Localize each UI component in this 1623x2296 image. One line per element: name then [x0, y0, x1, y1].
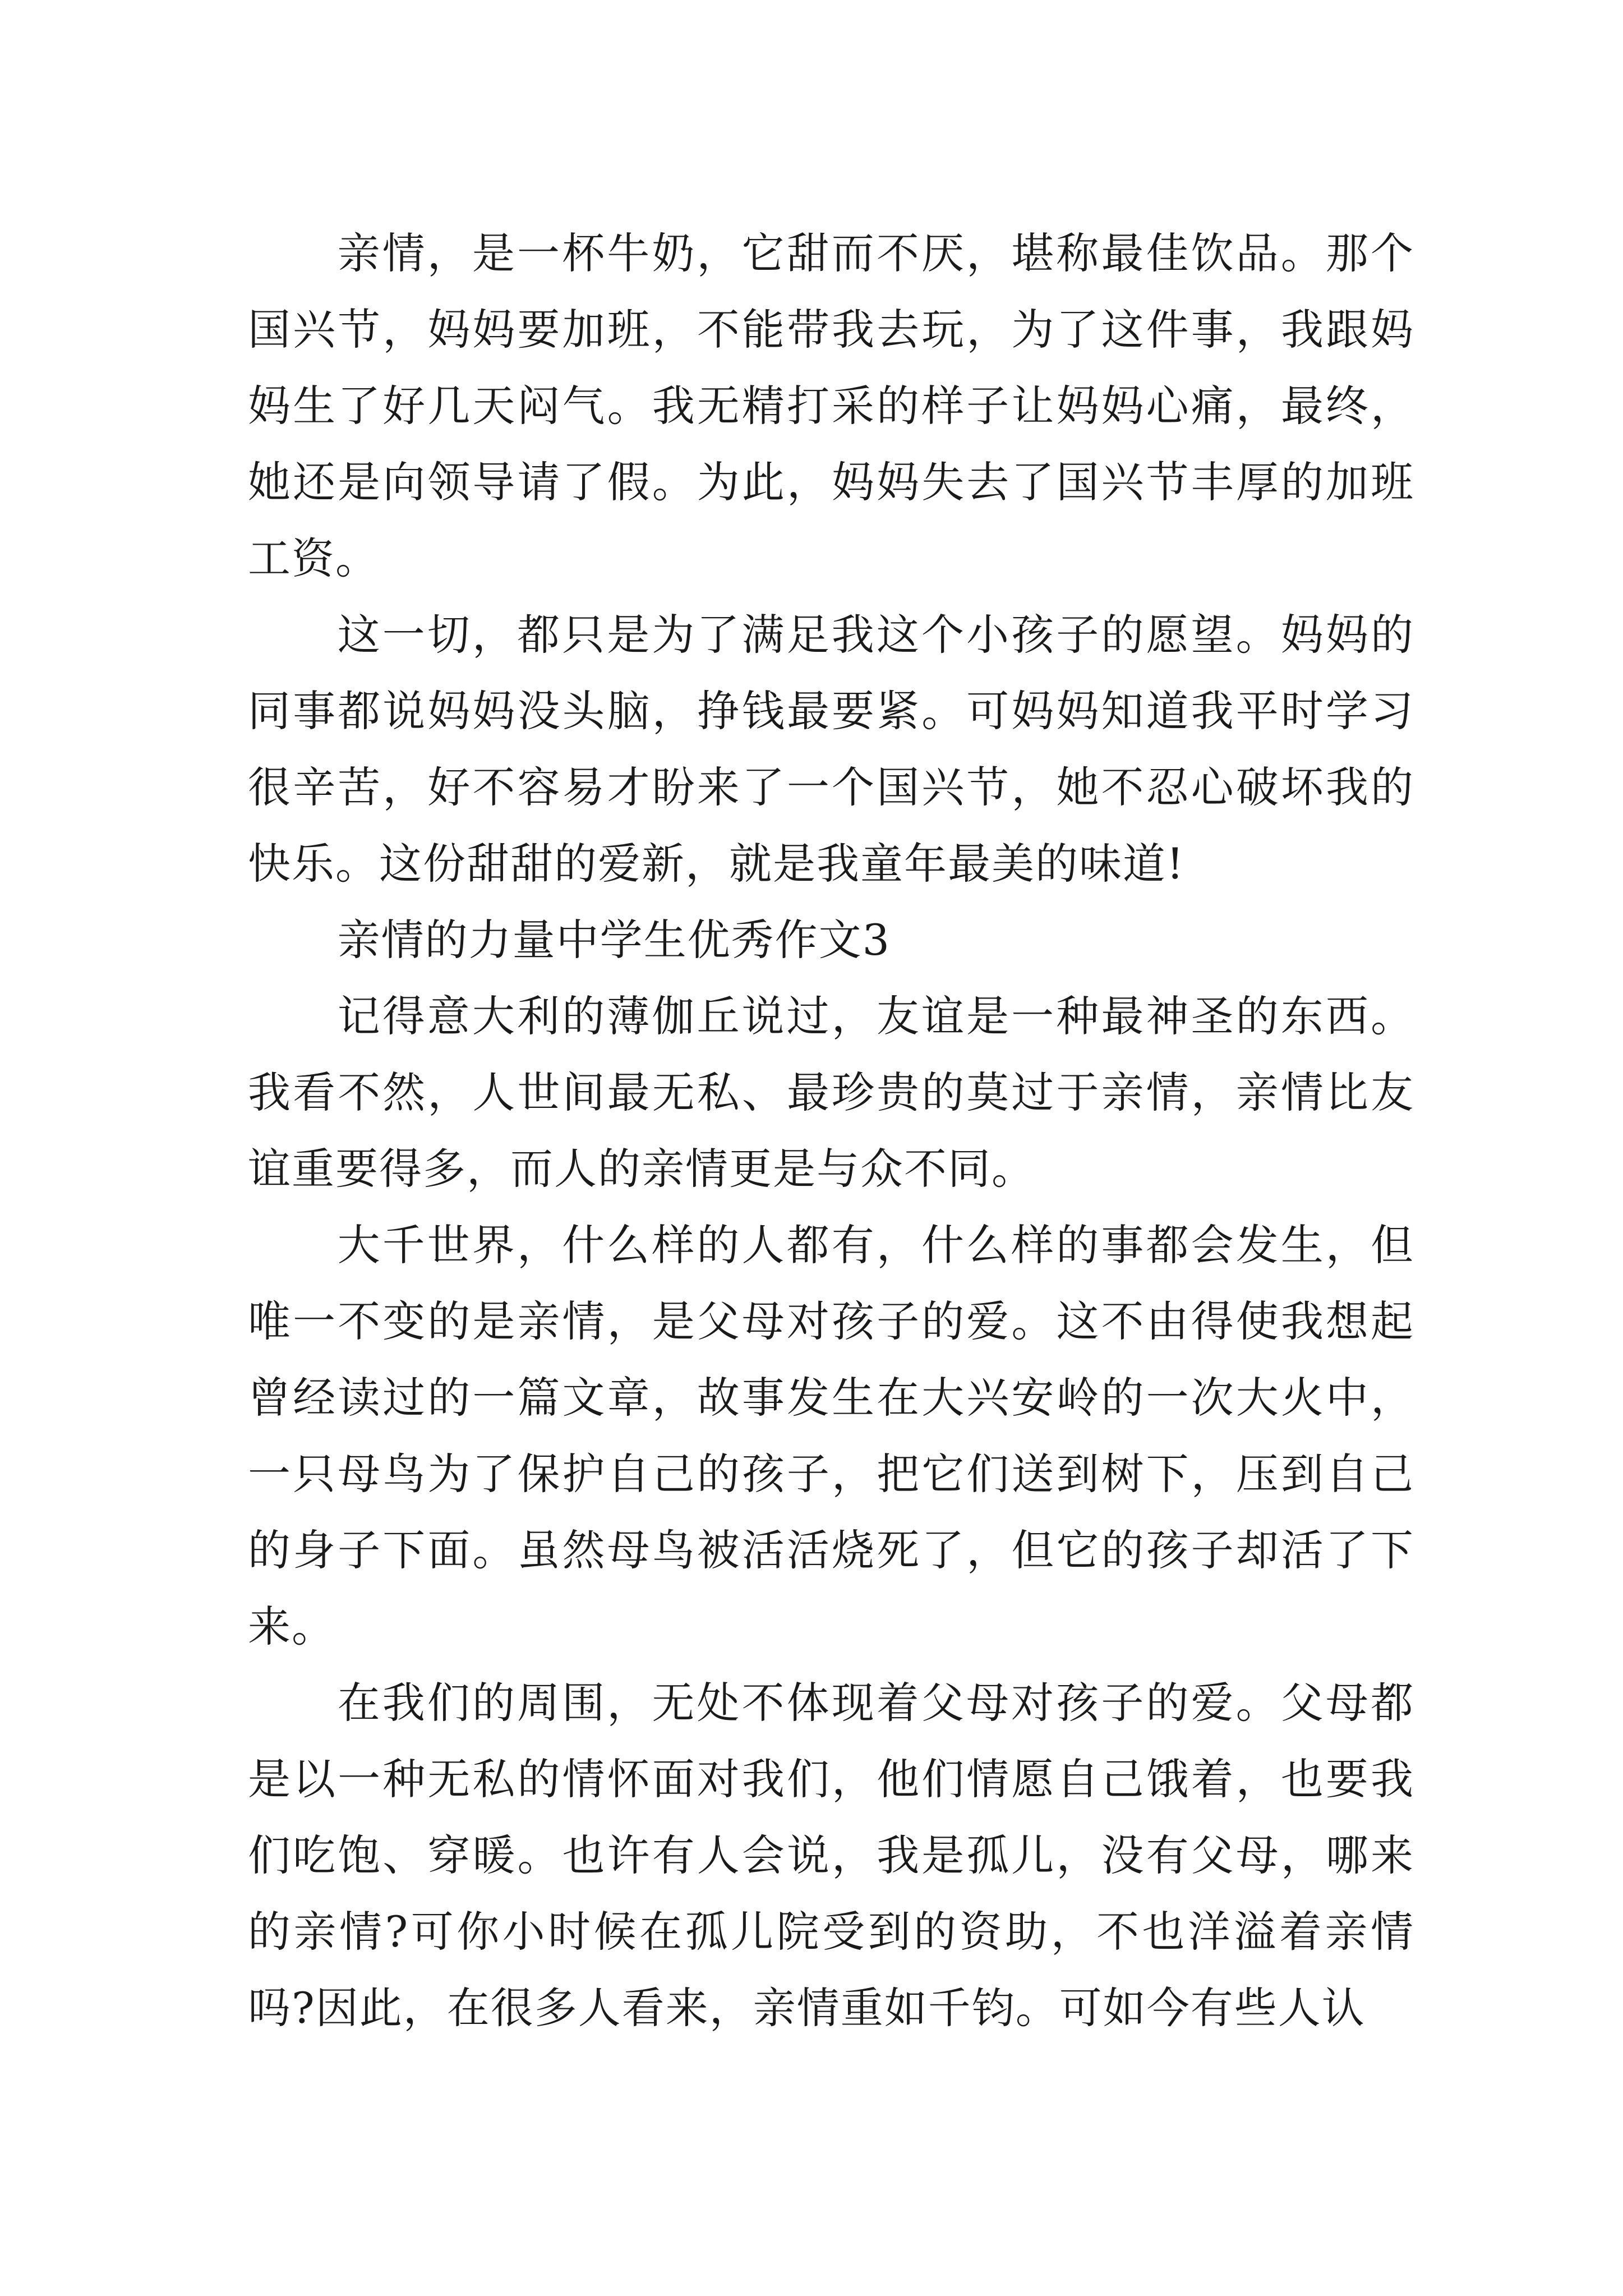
- paragraph: 在我们的周围，无处不体现着父母对孩子的爱。父母都是以一种无私的情怀面对我们，他们情愿自己饿着，也要我们吃饱、穿暖。也许有人会说，我是孤儿，没有父母，哪来的亲情?可你小时候在孤儿院受到的资助，不也洋溢着亲情吗?因此，在很多人看来，亲情重如千钧。可如今有些人认: [248, 1678, 1414, 2033]
- paragraph: 这一切，都只是为了满足我这个小孩子的愿望。妈妈的同事都说妈妈没头脑，挣钱最要紧。可妈妈知道我平时学习很辛苦，好不容易才盼来了一个国兴节，她不忍心破坏我的快乐。这份甜甜的爱新，就是我童年最美的味道!: [248, 610, 1414, 889]
- body-text: [248, 215, 1414, 2046]
- paragraph: 记得意大利的薄伽丘说过，友谊是一种最神圣的东西。我看不然，人世间最无私、最珍贵的莫过于亲情，亲情比友谊重要得多，而人的亲情更是与众不同。: [248, 991, 1414, 1194]
- section-heading: 亲情的力量中学生优秀作文3: [337, 915, 891, 965]
- paragraph: 大千世界，什么样的人都有，什么样的事都会发生，但唯一不变的是亲情，是父母对孩子的爱。这不由得使我想起曾经读过的一篇文章，故事发生在大兴安岭的一次大火中，一只母鸟为了保护自己的孩子，把它们送到树下，压到自己的身子下面。虽然母鸟被活活烧死了，但它的孩子却活了下来。: [248, 1220, 1414, 1651]
- paragraph: 亲情，是一杯牛奶，它甜而不厌，堪称最佳饮品。那个国兴节，妈妈要加班，不能带我去玩，为了这件事，我跟妈妈生了好几天闷气。我无精打采的样子让妈妈心痛，最终，她还是向领导请了假。为此，妈妈失去了国兴节丰厚的加班工资。: [248, 228, 1414, 583]
